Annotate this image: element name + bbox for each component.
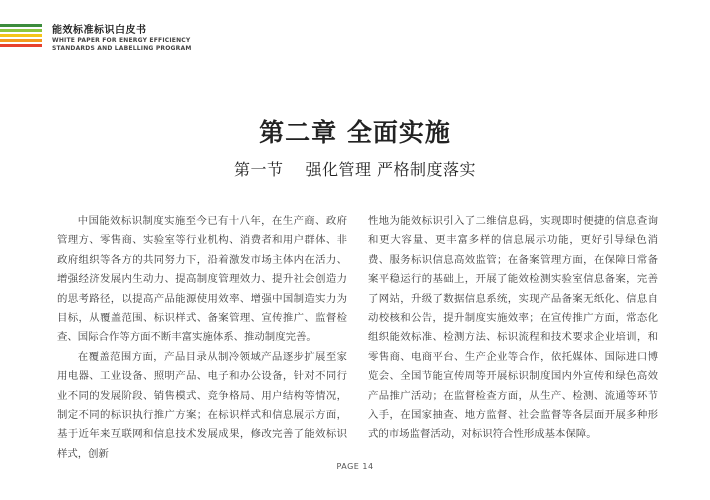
logo-stripe-yellow — [0, 34, 42, 37]
logo-stripe-red — [0, 44, 42, 47]
body-column-left — [57, 212, 347, 464]
body-column-right — [368, 212, 658, 445]
document-header — [52, 24, 192, 53]
logo-stripe-lightgreen — [0, 29, 42, 32]
header-title-en-line1: WHITE PAPER FOR ENERGY EFFICIENCY — [52, 37, 191, 44]
body-paragraph: 在覆盖范围方面，产品目录从制冷领域产品逐步扩展至家用电器、工业设备、照明产品、电子和办公设备，针对不同行业不同的发展阶段、销售模式、竞争格局、用户结构等情况，制定不同的标识执行推广方案；在标识样式和信息展示方面，基于近年来互联网和信息技术发展成果，修改完善了能效标识样式，创新 — [57, 350, 347, 460]
logo-stripes — [0, 24, 42, 49]
logo-stripe-orange — [0, 39, 42, 42]
section-heading — [0, 157, 710, 180]
body-paragraph-continued: 性地为能效标识引入了二维信息码，实现即时便捷的信息查询和更大容量、更丰富多样的信息展示功能，更好引导绿色消费、服务标识信息高效监管；在备案管理方面，在保障日常备案平稳运行的基础上，开展了能效检测实验室信息备案，完善了网站，升级了数据信息系统，实现产品备案无纸化、信息自动校核和公告，提升制度实施效率；在宣传推广方面，常态化组织能效标准、检测方法、标识流程和技术要求企业培训，和零售商、电商平台、生产企业等合作，依托媒体、国际进口博览会、全国节能宣传周等开展标识制度国内外宣传和绿色高效产品推广活动；在监督检查方面，从生产、检测、流通等环节入手，在国家抽查、地方监督、社会监督等各层面开展多种形式的市场监督活动，对标识符合性形成基本保障。 — [368, 215, 658, 441]
section-title: 强化管理 严格制度落实 — [305, 160, 477, 179]
body-paragraph: 中国能效标识制度实施至今已有十八年，在生产商、政府管理方、零售商、实验室等行业机构、消费者和用户群体、非政府组织等各方的共同努力下，沿着激发市场主体内在活力、增强经济发展内生动力、提高制度管理效力、提升社会创造力的思考路径，以提高产品能源使用效率、增强中国制造实力为目标，从覆盖范围、标识样式、备案管理、宣传推广、监督检查、国际合作等方面不断丰富实施体系、推动制度完善。 — [57, 215, 347, 344]
section-number: 第一节 — [233, 160, 284, 179]
header-title-en-line2: STANDARDS AND LABELLING PROGRAM — [52, 45, 192, 52]
page-number: PAGE 14 — [336, 462, 374, 471]
header-title-cn: 能效标准标识白皮书 — [52, 25, 147, 36]
chapter-title: 第二章 全面实施 — [259, 118, 451, 147]
logo-stripe-green — [0, 24, 42, 27]
